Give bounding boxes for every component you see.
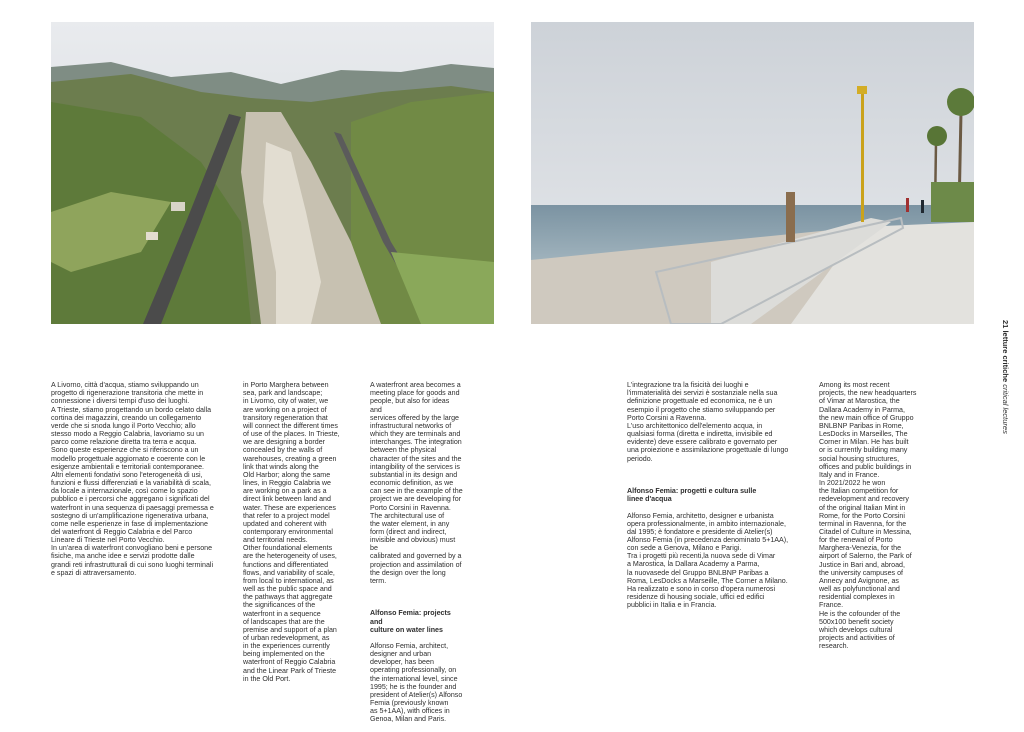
body-text: Alfonso Femia, architect, designer and urban developer, has been operating professionally, on the international level, since 1995; he is the founder and president of Atelier(s) Alfonso Femia (previously known as 5+1AA), with offices in Genoa, Milan and Paris. — [370, 642, 463, 724]
text-column-2 — [243, 373, 349, 691]
body-text: A Livorno, città d'acqua, stiamo sviluppando un progetto di rigenerazione transitoria che mette in connessione i diversi tempi d'uso dei luoghi. A Trieste, stiamo progettando un bordo celato dalla cortina dei magazzini, creando un collegamento verde che si snoda lungo il Porto Vecchio; allo stesso modo a Reggio Calabria, lavoriamo su un parco come relazione diretta tra terra e acqua. Sono queste esperienze che si riferiscono a un modello progettuale aggiornato e coerente con le esigenze ambientali e territoriali contemporanee. Altri elementi fondativi sono l'eterogeneità di usi, funzioni e flussi differenziati e la variabilità di scala, da locale a internazionale, così come lo spazio pubblico e i percorsi che aggregano i significati del waterfront in una sequenza di paesaggi premessa e sostegno di un'amplificazione rigenerativa urbana, come nelle esperienze in fase di implementazione del waterfront di Reggio Calabria e del Parco Lineare di Trieste nel Porto Vecchio. In un'area di waterfront convogliano beni e persone fisiche, ma anche idee e servizi prodotte dalle grandi reti infrastrutturali di cui sono luoghi terminali e spazi di attraversamento. — [51, 381, 214, 577]
section-subheading: Alfonso Femia: progetti e cultura sulle linee d'acqua — [627, 487, 757, 504]
section-subtitle: critical lectures — [1001, 384, 1010, 434]
page-folio — [998, 320, 1012, 434]
text-column-5 — [819, 373, 937, 658]
body-text: L'integrazione tra la fisicità dei luoghi e l'immaterialità dei servizi è sostanziale nella sua definizione progettuale ed economica, ne è un esempio il progetto che stiamo sviluppando per Porto Corsini a Ravenna. L'uso architettonico dell'elemento acqua, in qualsiasi forma (diretta e indiretta, invisibile ed evidente) deve essere calibrato e governato per una proiezione e assimilazione progettuale di lungo periodo. — [627, 381, 789, 463]
body-text: Among its most recent projects, the new headquarters of Vimar at Marostica, the Dallara Academy in Parma, the new main office of Gruppo BNLBNP Paribas in Rome, LesDocks in Marseilles, The Corner in Milan. He has built or is currently building many social housing structures, offices and public buildings in Italy and in France. In 2021/2022 he won the Italian competition for redevelopment and recovery of the original Italian Mint in Rome, for the Porto Corsini terminal in Ravenna, for the Citadel of Culture in Messina, for the renewal of Porto Marghera-Venezia, for the airport of Salerno, the Park of Justice in Bari and, abroad, the university campuses of Annecy and Avignone, as well as polyfunctional and residential complexes in France. He is the cofounder of the 500x100 benefit society which develops cultural projects and activities of research. — [819, 381, 917, 651]
body-text: Alfonso Femia, architetto, designer e urbanista opera professionalmente, in ambito internazionale, dal 1995; è fondatore e presidente di Atelier(s) Alfonso Femia (in precedenza denominato 5+1AA), con sede a Genova, Milano e Parigi. Tra i progetti più recenti,la nuova sede di Vimar a Marostica, la Dallara Academy a Parma, la nuovasede del Gruppo BNLBNP Paribas a Roma, LesDocks a Marseille, The Corner a Milano. Ha realizzato e sono in corso d'opera numerosi residenze di housing sociale, uffici ed edifici pubblici in Italia e in Francia. — [627, 511, 789, 610]
page-number: 21 — [1001, 320, 1010, 329]
section-title: letture critiche — [1001, 330, 1010, 383]
text-column-3 — [370, 373, 463, 732]
text-column-1 — [51, 373, 216, 585]
aerial-valley-photo — [51, 22, 494, 324]
text-column-4 — [627, 373, 792, 618]
section-subheading: Alfonso Femia: projects and culture on water lines — [370, 609, 451, 634]
body-text: A waterfront area becomes a meeting place for goods and people, but also for ideas and services offered by the large infrastructural networks of which they are terminals and interchanges. The integration between the physical character of the sites and the intangibility of the services is substantial in its design and economic definition, as we can see in the example of the project we are developing for Porto Corsini in Ravenna. The architectural use of the water element, in any form (direct and indirect, invisible and obvious) must be calibrated and governed by a projection and assimilation of the design over the long term. — [370, 381, 463, 585]
body-text: in Porto Marghera between sea, park and landscape; in Livorno, city of water, we are working on a project of transitory regeneration that will connect the different times of use of the places. In Trieste, we are designing a border concealed by the walls of warehouses, creating a green link that winds along the Old Harbor; along the same lines, in Reggio Calabria we are working on a park as a direct link between land and water. These are experiences that refer to a project model updated and coherent with contemporary environmental and territorial needs. Other foundational elements are the heterogeneity of uses, functions and differentiated flows, and variability of scale, from local to international, as well as the public space and the pathways that aggregate the significances of the waterfront in a sequence of landscapes that are the premise and support of a plan of urban redevelopment, as in the experiences currently being implemented on the waterfront of Reggio Calabria and the Linear Park of Trieste in the Old Port. — [243, 381, 340, 683]
seaside-promenade-photo — [531, 22, 974, 324]
